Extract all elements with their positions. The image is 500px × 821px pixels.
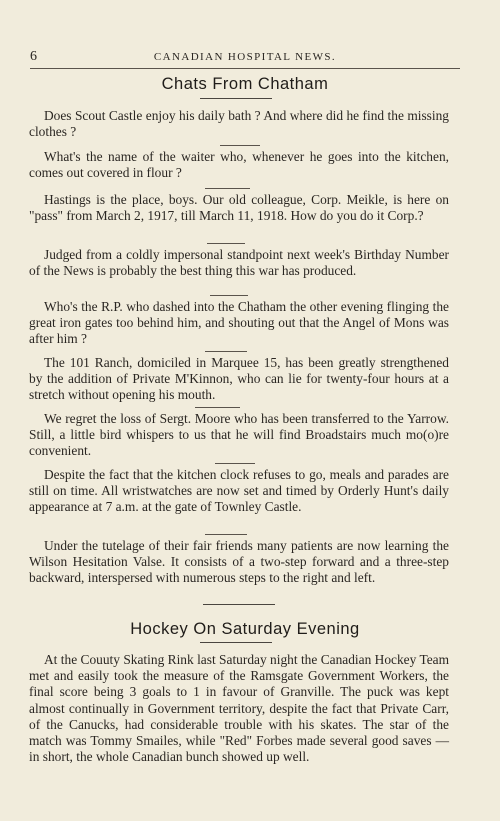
title-underline (200, 98, 272, 99)
item-separator (207, 243, 245, 244)
news-item: What's the name of the waiter who, whenever he goes into the kitchen, comes out covered in flour ? (29, 149, 449, 181)
item-separator (215, 463, 255, 464)
news-item: Despite the fact that the kitchen clock refuses to go, meals and parades are still on time. All wristwatches are now set and timed by Orderly Hunt's daily appearance at 7 a.m. at the gate of Townley Castle. (29, 467, 449, 515)
section-title-hockey: Hockey On Saturday Evening (130, 620, 360, 638)
section-end-rule (203, 604, 275, 605)
page-header (30, 49, 460, 69)
item-separator (220, 145, 260, 146)
item-separator (210, 295, 248, 296)
page-number: 6 (30, 49, 37, 64)
news-item: Hastings is the place, boys. Our old colleague, Corp. Meikle, is here on "pass" from March 2, 1917, till March 11, 1918. How do you do it Corp.? (29, 192, 449, 224)
news-item: Under the tutelage of their fair friends many patients are now learning the Wilson Hesitation Valse. It consists of a two-step forward and a three-step backward, interspersed with numerous steps to the right and left. (29, 538, 449, 586)
news-item: Judged from a coldly impersonal standpoint next week's Birthday Number of the News is probably the best thing this war has produced. (29, 247, 449, 279)
title-underline (200, 642, 272, 643)
news-item: Does Scout Castle enjoy his daily bath ? And where did he find the missing clothes ? (29, 108, 449, 140)
hockey-report: At the Couuty Skating Rink last Saturday night the Canadian Hockey Team met and easily took the measure of the Ramsgate Government Workers, the final score being 3 goals to 1 in favour of Granville. The puck was kept almost continually in Government territory, despite the fact that Private Carr, of the Canucks, had considerable trouble with his skates. The star of the match was Tommy Smailes, while "Red" Forbes made several good saves —in short, the whole Canadian bunch showed up well. (29, 652, 449, 765)
item-separator (205, 351, 247, 352)
item-separator (195, 407, 240, 408)
item-separator (205, 188, 250, 189)
item-separator (205, 534, 247, 535)
news-item: The 101 Ranch, domiciled in Marquee 15, has been greatly strengthened by the addition of Private M'Kinnon, who can lie for twenty-four hours at a stretch without opening his mouth. (29, 355, 449, 403)
news-item: We regret the loss of Sergt. Moore who has been transferred to the Yarrow. Still, a little bird whispers to us that he will find Broadstairs much mo(o)re convenient. (29, 411, 449, 459)
news-item: Who's the R.P. who dashed into the Chatham the other evening flinging the great iron gates too behind him, and shouting out that the Angel of Mons was after him ? (29, 299, 449, 347)
section-title-chats: Chats From Chatham (161, 75, 329, 93)
running-head: CANADIAN HOSPITAL NEWS. (153, 51, 337, 63)
header-rule (30, 68, 460, 69)
